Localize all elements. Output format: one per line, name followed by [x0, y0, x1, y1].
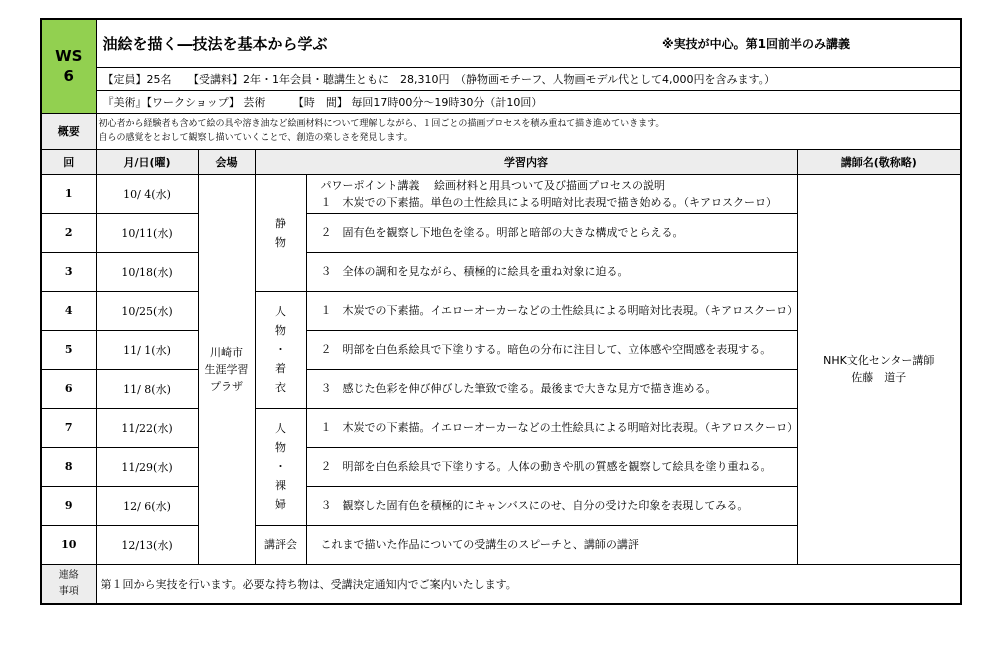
- session-date: 11/ 1(水): [96, 330, 198, 369]
- course-code-prefix: WS: [55, 47, 83, 66]
- overview-row: [41, 113, 961, 149]
- category-time-row: [41, 90, 961, 113]
- overview-text: [96, 113, 961, 149]
- teacher-cell: [797, 174, 961, 564]
- session-content-line: １ 木炭での下素描。単色の土性絵具による明暗対比表現で描き始める。（キアロスクーロ）: [320, 195, 777, 209]
- capacity-row: [41, 67, 961, 90]
- session-content: ３ 観察した固有色を積極的にキャンバスにのせ、自分の受けた印象を表現してみる。: [306, 486, 797, 525]
- overview-line: 自らの感覚をとおして観察し描いていくことで、創造の楽しさを発見します。: [98, 133, 413, 143]
- category-char: 物: [275, 441, 286, 454]
- category-clothed-figure: [255, 291, 306, 408]
- course-code: [41, 19, 96, 113]
- session-date: 12/13(水): [96, 525, 198, 564]
- session-date: 10/ 4(水): [96, 174, 198, 213]
- schedule-header: [41, 149, 961, 174]
- session-num: 4: [41, 291, 96, 330]
- session-content-line: パワーポイント講義 絵画材料と用具ついて及び描画プロセスの説明: [320, 178, 665, 192]
- session-date: 12/ 6(水): [96, 486, 198, 525]
- category-char: 人: [275, 422, 286, 435]
- header-venue: 会場: [198, 149, 255, 174]
- category-char: 婦: [275, 498, 286, 511]
- category-time: 『美術』【ワークショップ】 芸術 【時 間】 毎回17時00分～19時30分（計10回）: [96, 90, 961, 113]
- category-char: 物: [275, 235, 286, 249]
- header-date: 月/日(曜): [96, 149, 198, 174]
- session-content: [306, 174, 797, 213]
- contact-row: [41, 564, 961, 604]
- overview-label: 概要: [41, 113, 96, 149]
- category-still-life: [255, 174, 306, 291]
- course-table: [40, 18, 962, 605]
- session-num: 5: [41, 330, 96, 369]
- category-char: 物: [275, 324, 286, 337]
- session-num: 8: [41, 447, 96, 486]
- teacher-title: NHK文化センター講師: [823, 354, 935, 367]
- teacher-name: 佐藤 道子: [851, 371, 907, 384]
- session-content: １ 木炭での下素描。イエローオーカーなどの土性絵具による明暗対比表現。（キアロスクーロ）: [306, 291, 797, 330]
- session-content: １ 木炭での下素描。イエローオーカーなどの土性絵具による明暗対比表現。（キアロスクーロ）: [306, 408, 797, 447]
- session-num: 9: [41, 486, 96, 525]
- category-char: 人: [275, 305, 286, 318]
- contact-label-line: 連絡: [58, 569, 79, 581]
- course-code-number: 6: [63, 67, 74, 86]
- header-teacher: 講師名(敬称略): [797, 149, 961, 174]
- venue-line: プラザ: [210, 379, 243, 393]
- capacity-fee: 【定員】25名 【受講料】2年・1年会員・聴講生ともに 28,310円 （静物画モチーフ、人物画モデル代として4,000円を含みます。）: [96, 67, 961, 90]
- title-row: [41, 19, 961, 67]
- session-num: 6: [41, 369, 96, 408]
- course-sheet: [40, 18, 960, 605]
- session-content: ３ 感じた色彩を伸び伸びした筆致で塗る。最後まで大きな見方で描き進める。: [306, 369, 797, 408]
- category-char: 静: [275, 216, 286, 230]
- contact-label-line: 事項: [58, 585, 79, 597]
- session-date: 10/18(水): [96, 252, 198, 291]
- category-char: 着: [275, 362, 286, 375]
- session-date: 11/29(水): [96, 447, 198, 486]
- contact-label: [41, 564, 96, 604]
- category-char: ・: [275, 460, 286, 473]
- overview-line: 初心者から経験者も含めて絵の具や溶き油など絵画材料について理解しながら、１回ごとの描画プロセスを積み重ねて描き進めていきます。: [98, 119, 665, 129]
- session-date: 10/25(水): [96, 291, 198, 330]
- venue-cell: [198, 174, 255, 564]
- session-date: 11/22(水): [96, 408, 198, 447]
- course-note: ※実技が中心。第1回前半のみ講義: [661, 36, 850, 51]
- venue-line: 生涯学習: [204, 362, 249, 376]
- session-row: [41, 174, 961, 213]
- category-nude-figure: [255, 408, 306, 525]
- session-num: 7: [41, 408, 96, 447]
- session-date: 10/11(水): [96, 213, 198, 252]
- venue-line: 川崎市: [210, 345, 243, 359]
- category-char: 裸: [275, 479, 286, 492]
- session-date: 11/ 8(水): [96, 369, 198, 408]
- header-num: 回: [41, 149, 96, 174]
- category-review: 講評会: [255, 525, 306, 564]
- session-num: 3: [41, 252, 96, 291]
- category-char: ・: [275, 343, 286, 356]
- session-content: これまで描いた作品についての受講生のスピーチと、講師の講評: [306, 525, 797, 564]
- category-char: 衣: [275, 381, 286, 394]
- title-cell: [96, 19, 961, 67]
- header-content: 学習内容: [255, 149, 797, 174]
- session-num: 2: [41, 213, 96, 252]
- session-num: 1: [41, 174, 96, 213]
- session-content: ２ 固有色を観察し下地色を塗る。明部と暗部の大きな構成でとらえる。: [306, 213, 797, 252]
- session-content: ２ 明部を白色系絵具で下塗りする。暗色の分布に注目して、立体感や空間感を表現する。: [306, 330, 797, 369]
- session-num: 10: [41, 525, 96, 564]
- session-content: ２ 明部を白色系絵具で下塗りする。人体の動きや肌の質感を観察して絵具を塗り重ねる。: [306, 447, 797, 486]
- course-title: 油絵を描く―技法を基本から学ぶ: [102, 34, 328, 53]
- session-content: ３ 全体の調和を見ながら、積極的に絵具を重ね対象に迫る。: [306, 252, 797, 291]
- contact-text: 第１回から実技を行います。必要な持ち物は、受講決定通知内でご案内いたします。: [96, 564, 961, 604]
